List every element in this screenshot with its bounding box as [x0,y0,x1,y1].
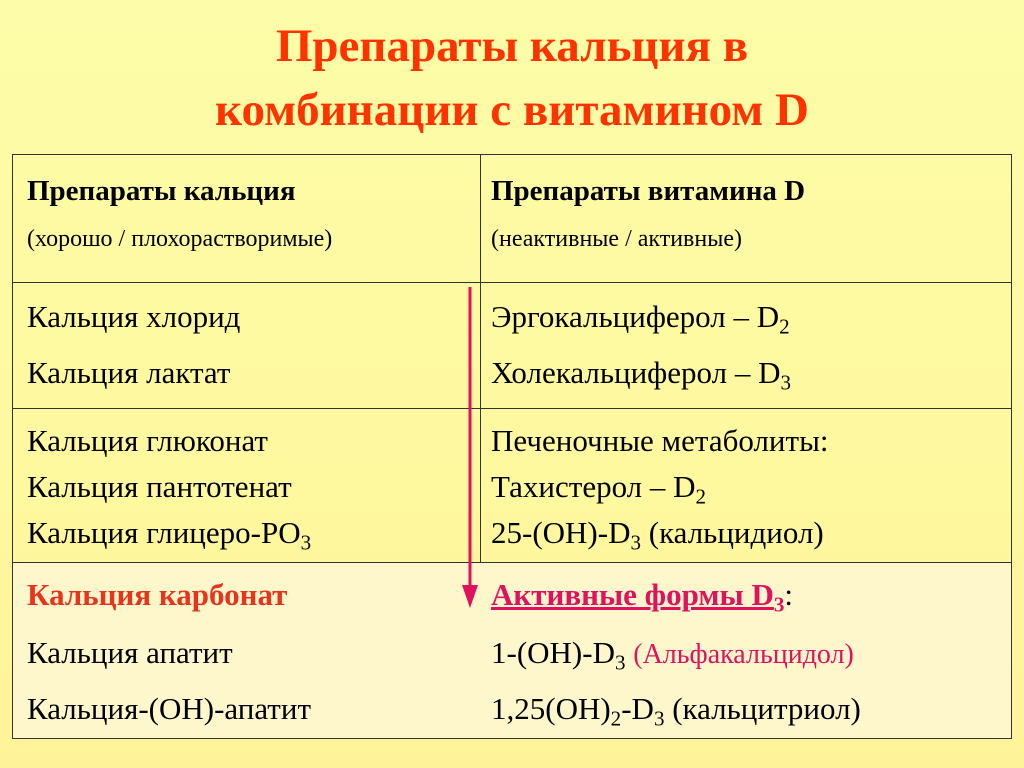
header-vitamin-d-subtitle: (неактивные / активные) [491,226,743,252]
item-text: (кальцитриол) [664,691,861,726]
subscript: 3 [630,530,642,555]
list-item: Кальция апатит [27,635,233,670]
list-item: Кальция пантотенат [27,469,292,504]
list-item [491,355,792,395]
item-text: (кальцидиол) [641,515,824,550]
header-calcium-title: Препараты кальция [27,175,296,207]
table-row [13,283,1011,409]
subscript: 3 [614,650,626,675]
item-text: Кальция глицеро-PO [27,515,301,550]
subscript: 2 [779,314,790,339]
table-header-row [13,155,1011,283]
title-line-2: комбинации с витамином D [215,84,809,136]
title-line-1: Препараты кальция в [275,20,749,72]
comparison-table [12,154,1012,739]
item-text: 25-(OH)-D [491,515,631,550]
item-text: -D [621,691,654,726]
item-text: Эргокальциферол – D [491,299,780,334]
header-calcium-subtitle: (хорошо / плохорастворимые) [27,226,333,252]
list-item [491,635,854,673]
heading-colon: : [784,577,794,612]
table-row [13,409,1011,563]
list-item [491,691,861,731]
slide-title [0,14,1024,142]
list-item: Кальция хлорид [27,299,241,334]
arrow-head [462,585,478,608]
list-item [491,299,790,339]
list-item: Печеночные метаболиты: [491,423,829,458]
heading-label: Активные формы D [491,577,774,612]
subscript: 3 [780,370,792,395]
active-forms-heading [491,577,794,617]
subscript: 3 [653,706,665,731]
item-text: Тахистерол – D [491,469,696,504]
table-row [13,563,1011,738]
list-item: Кальция-(OH)-апатит [27,691,311,726]
list-item [27,515,312,555]
subscript: 3 [773,592,785,617]
list-item [491,469,707,509]
subscript: 2 [610,706,622,731]
item-text: 1,25(OH) [491,691,611,726]
list-item [491,515,824,555]
highlighted-item: Кальция карбонат [27,577,288,612]
subscript: 3 [300,530,312,555]
drug-name: (Альфакальцидол) [633,639,854,670]
header-vitamin-d-title: Препараты витамина D [491,175,806,207]
subscript: 2 [695,484,707,509]
heading-text [491,577,785,617]
list-item: Кальция глюконат [27,423,268,458]
list-item: Кальция лактат [27,355,231,390]
down-arrow-icon [458,285,482,610]
item-text: 1-(OH)-D [491,635,615,670]
item-text: Холекальциферол – D [491,355,781,390]
